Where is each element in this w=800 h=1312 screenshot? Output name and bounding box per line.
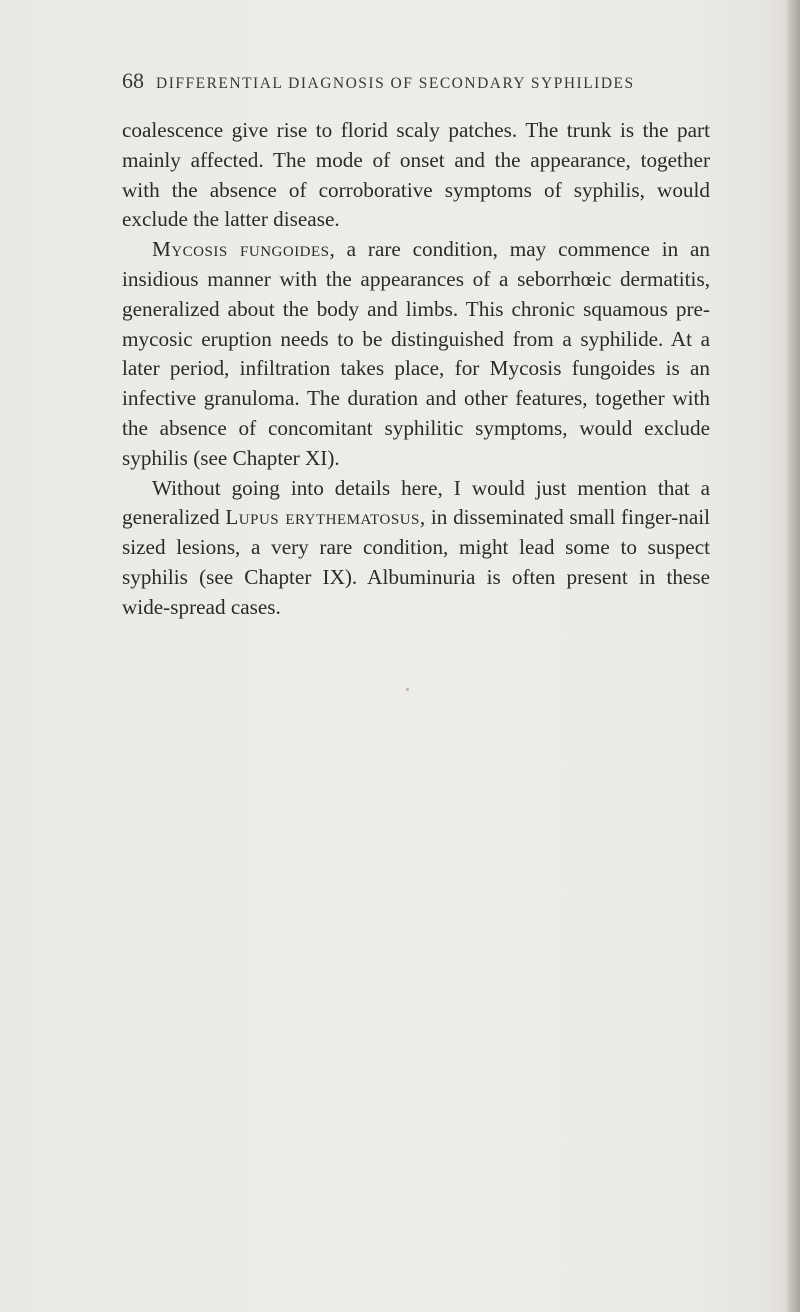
term-lupus-erythematosus: Lupus erythematosus <box>225 505 420 530</box>
paragraph-mycosis <box>122 235 710 473</box>
page-number: 68 <box>122 68 144 93</box>
paper-speck <box>406 688 409 691</box>
paragraph-lupus-text-before: Without going into details here, I would just mention that a generalized <box>122 475 710 530</box>
paragraph-lupus-text-after: , in disseminated small finger-nail sized lesions, a very rare condition, might lead some to suspect syphilis (see Chapter IX). Albuminuria is often present in these wide-spread cases. <box>122 505 710 619</box>
term-mycosis-fungoides: Mycosis fungoides <box>152 237 330 262</box>
paragraph-lupus <box>122 474 710 623</box>
paragraph-mycosis-text: , a rare condition, may commence in an insidious manner with the appearances of a seborrhœic dermatitis, generalized about the body and limbs. This chronic squamous pre-mycosic eruption needs to be distinguished from a syphilide. At a later period, infiltration takes place, for Mycosis fungoides is an infective granuloma. The duration and other features, together with the absence of concomitant syphilitic symptoms, would exclude syphilis (see Chapter XI). <box>122 237 710 470</box>
paragraph-coalescence: coalescence give rise to florid scaly patches. The trunk is the part mainly affected. The mode of onset and the appearance, together with the absence of corroborative symptoms of syphilis, would exclude the latter disease. <box>122 118 710 232</box>
running-title: DIFFERENTIAL DIAGNOSIS OF SECONDARY SYPHILIDES <box>156 75 635 92</box>
page-gutter-shadow <box>786 0 800 1312</box>
body-text <box>122 116 710 623</box>
running-head <box>122 68 635 94</box>
